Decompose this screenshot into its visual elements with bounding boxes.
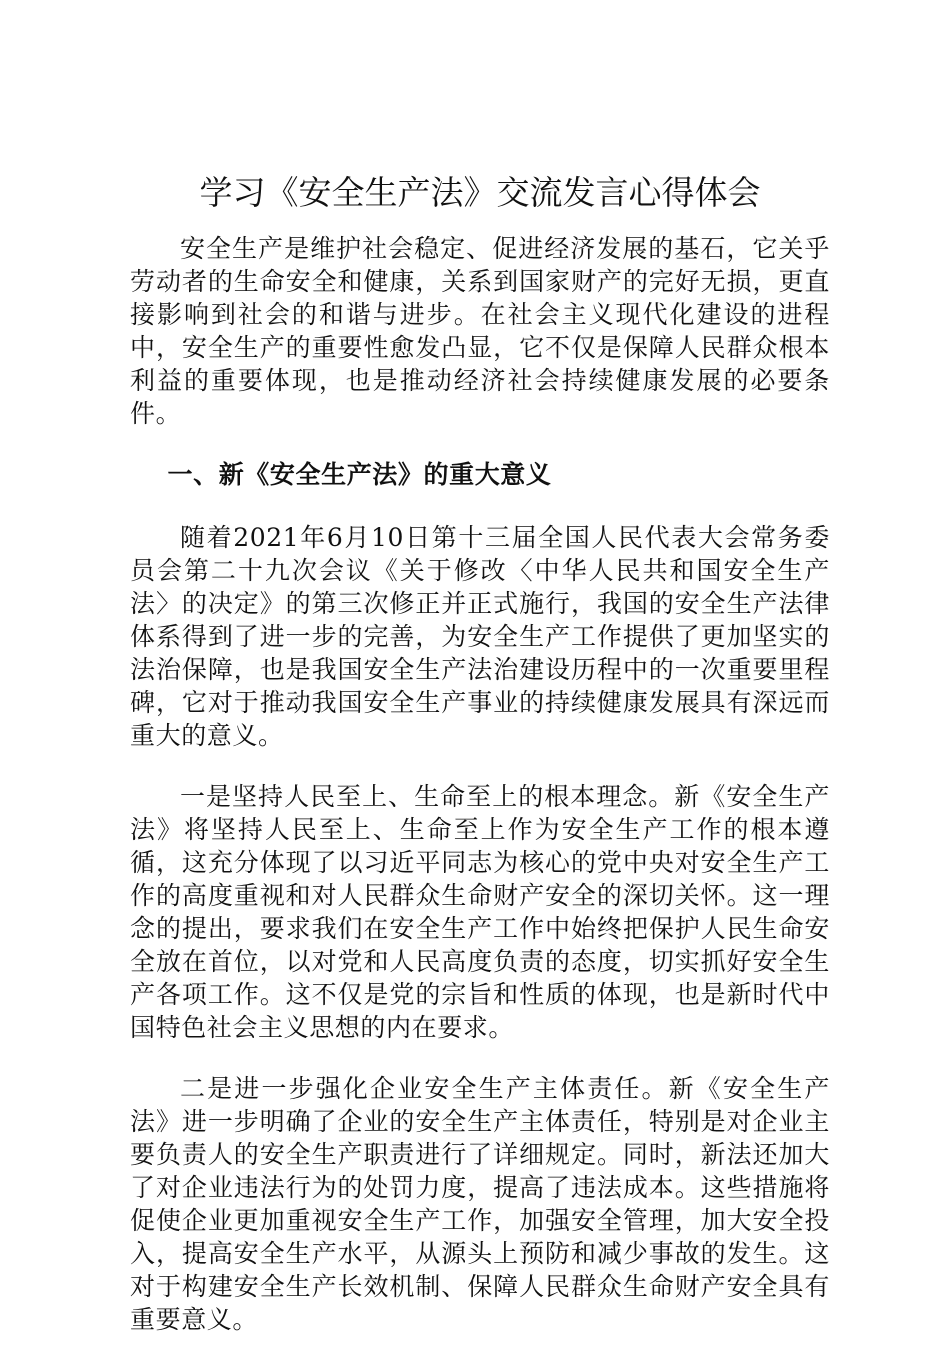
section-paragraph-3: 二是进一步强化企业安全生产主体责任。新《安全生产法》进一步明确了企业的安全生产主体责任，特别是对企业主要负责人的安全生产职责进行了详细规定。同时，新法还加大了对企业违法行为的处罚力度，提高了违法成本。这些措施将促使企业更加重视安全生产工作，加强安全管理，加大安全投入，提高安全生产水平，从源头上预防和减少事故的发生。这对于构建安全生产长效机制、保障人民群众生命财产安全具有重要意义。 <box>130 1074 830 1334</box>
section-paragraph-1: 随着2021年6月10日第十三届全国人民代表大会常务委员会第二十九次会议《关于修改〈中华人民共和国安全生产法〉的决定》的第三次修正并正式施行，我国的安全生产法律体系得到了进一步的完善，为安全生产工作提供了更加坚实的法治保障，也是我国安全生产法治建设历程中的一次重要里程碑，它对于推动我国安全生产事业的持续健康发展具有深远而重大的意义。 <box>130 523 830 750</box>
document-page <box>130 168 830 1364</box>
section-heading: 一、新《安全生产法》的重大意义 <box>167 460 552 489</box>
intro-paragraph: 安全生产是维护社会稳定、促进经济发展的基石，它关乎劳动者的生命安全和健康，关系到国家财产的完好无损，更直接影响到社会的和谐与进步。在社会主义现代化建设的进程中，安全生产的重要性愈发凸显，它不仅是保障人民群众根本利益的重要体现，也是推动经济社会持续健康发展的必要条件。 <box>130 234 830 428</box>
section-paragraph-2: 一是坚持人民至上、生命至上的根本理念。新《安全生产法》将坚持人民至上、生命至上作为安全生产工作的根本遵循，这充分体现了以习近平同志为核心的党中央对安全生产工作的高度重视和对人民群众生命财产安全的深切关怀。这一理念的提出，要求我们在安全生产工作中始终把保护人民生命安全放在首位，以对党和人民高度负责的态度，切实抓好安全生产各项工作。这不仅是党的宗旨和性质的体现，也是新时代中国特色社会主义思想的内在要求。 <box>130 782 830 1042</box>
document-title: 学习《安全生产法》交流发言心得体会 <box>199 173 761 212</box>
